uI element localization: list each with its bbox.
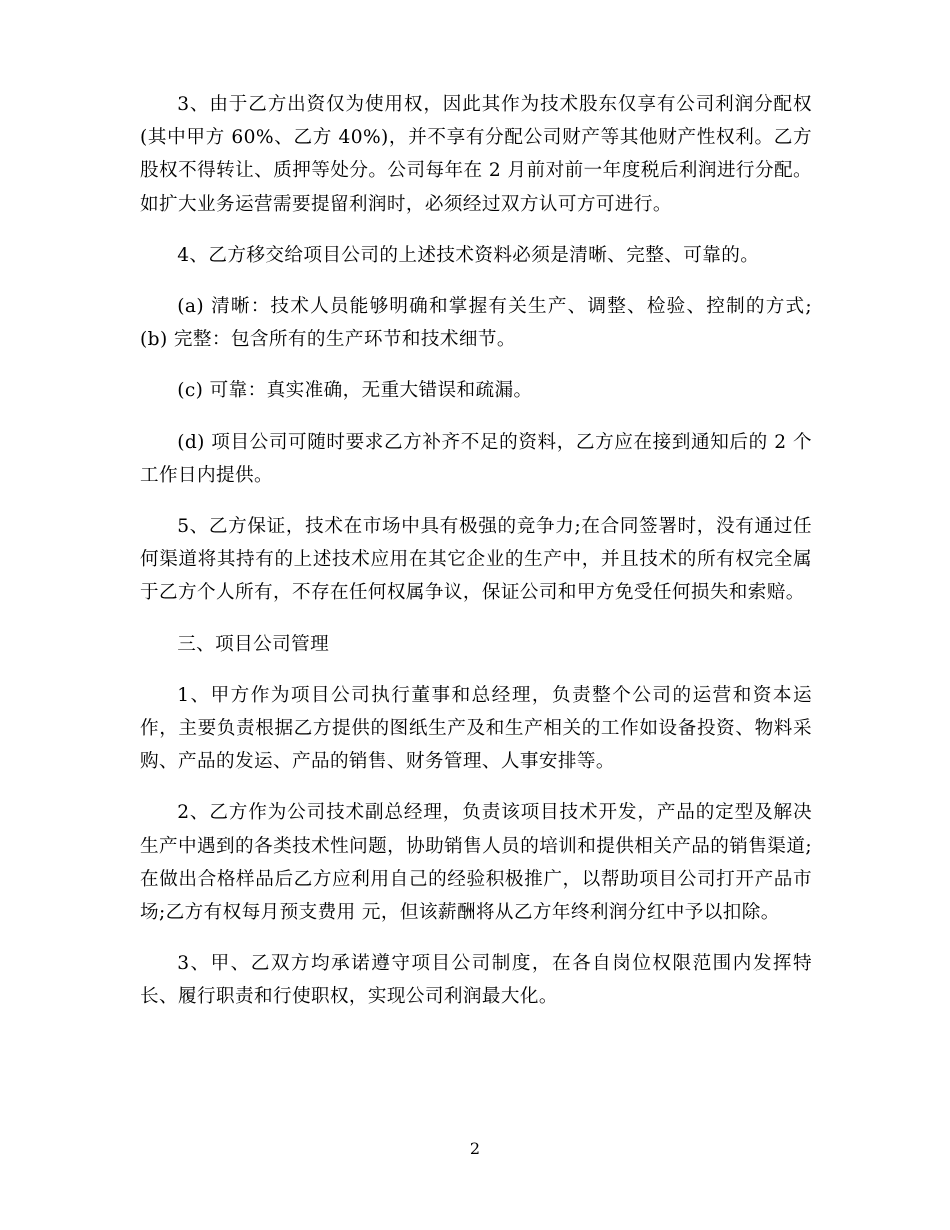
document-body (140, 88, 812, 1032)
paragraph-mutual-commitment: 3、甲、乙双方均承诺遵守项目公司制度，在各自岗位权限范围内发挥特长、履行职责和行使职权，实现公司利润最大化。 (140, 953, 812, 1008)
page-number: 2 (469, 1139, 481, 1158)
paragraph-technical-materials: 4、乙方移交给项目公司的上述技术资料必须是清晰、完整、可靠的。 (177, 244, 760, 266)
paragraph-party-b-role: 2、乙方作为公司技术副总经理，负责该项目技术开发，产品的定型及解决生产中遇到的各类技术性问题，协助销售人员的培训和提供相关产品的销售渠道;在做出合格样品后乙方应利用自己的经验积极推广，以帮助项目公司打开产品市场;乙方有权每月预支费用 元，但该薪酬将从乙方年终利润分红中予以扣除。 (140, 802, 812, 924)
section-heading-management: 三、项目公司管理 (177, 633, 330, 655)
paragraph-warranty: 5、乙方保证，技术在市场中具有极强的竞争力;在合同签署时，没有通过任何渠道将其持有的上述技术应用在其它企业的生产中，并且技术的所有权完全属于乙方个人所有，不存在任何权属争议，保证公司和甲方免受任何损失和索赔。 (140, 516, 812, 604)
paragraph-clarity-completeness: (a) 清晰：技术人员能够明确和掌握有关生产、调整、检验、控制的方式; (b) 完整：包含所有的生产环节和技术细节。 (140, 296, 812, 351)
paragraph-party-a-role: 1、甲方作为项目公司执行董事和总经理，负责整个公司的运营和资本运作，主要负责根据乙方提供的图纸生产及和生产相关的工作如设备投资、物料采购、产品的发运、产品的销售、财务管理、人事安排等。 (140, 684, 812, 773)
paragraph-supplement-materials: (d) 项目公司可随时要求乙方补齐不足的资料，乙方应在接到通知后的 2 个工作日内提供。 (140, 431, 812, 486)
paragraph-profit-distribution: 3、由于乙方出资仅为使用权，因此其作为技术股东仅享有公司利润分配权(其中甲方 60%、乙方 40%)，并不享有分配公司财产等其他财产性权利。乙方股权不得转让、质押等处分。公司每年在 2 月前对前一年度税后利润进行分配。如扩大业务运营需要提留利润时，必须经过双方认可方可进行。 (140, 94, 812, 215)
paragraph-reliability: (c) 可靠：真实准确，无重大错误和疏漏。 (177, 380, 533, 402)
